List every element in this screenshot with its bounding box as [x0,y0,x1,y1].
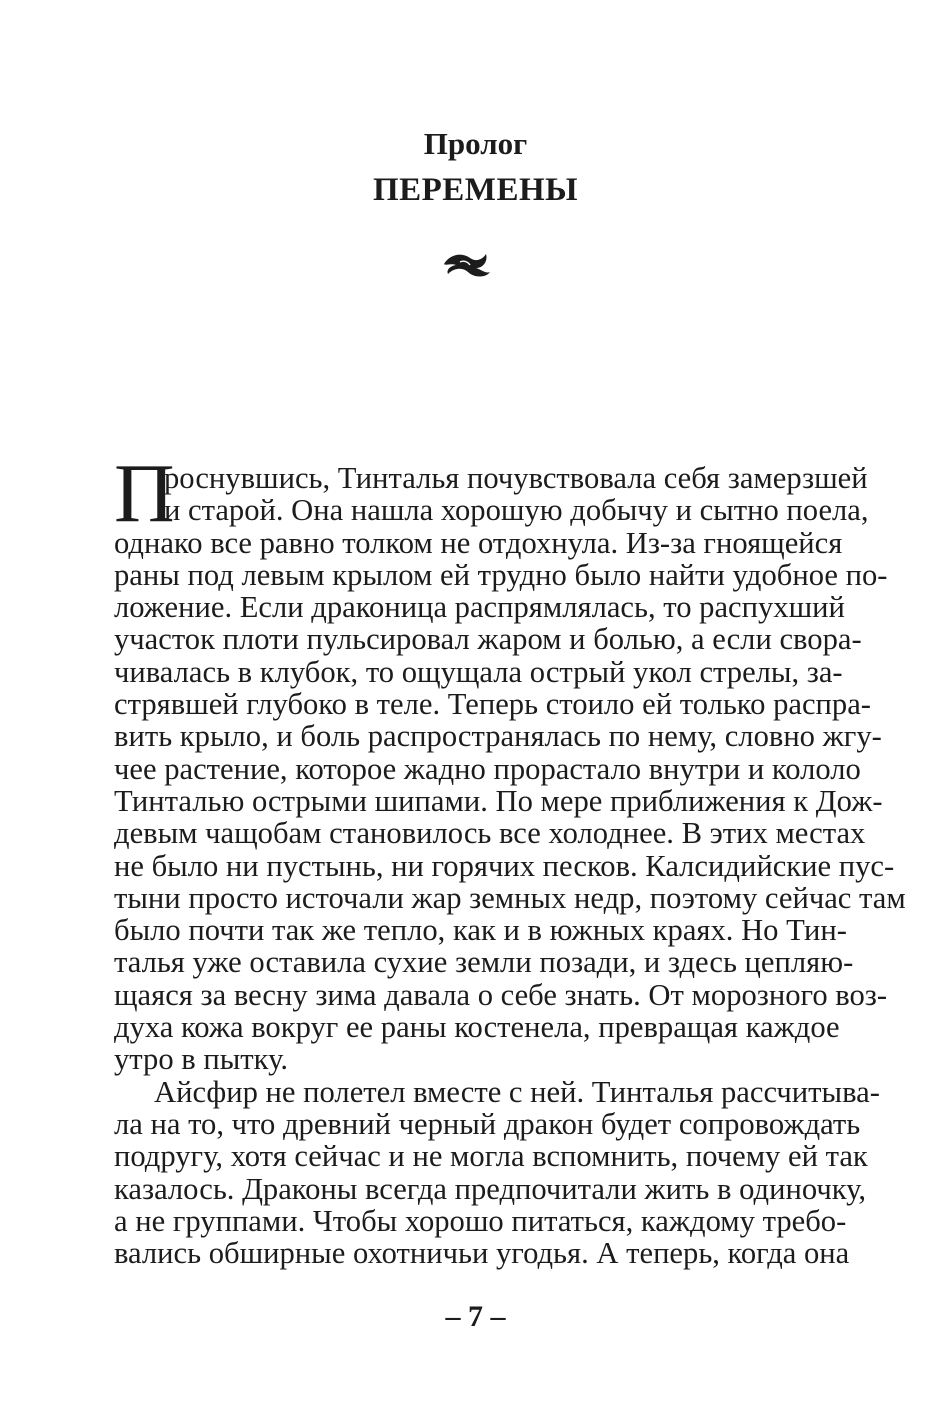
body-text [114,461,906,1271]
leaf-ornament-icon [440,250,494,280]
text-line: ложение. Если драконица распрямлялась, то распухший [114,590,845,625]
text-line: вались обширные охотничьи угодья. А теперь, когда она [114,1236,850,1271]
text-line: казалось. Драконы всегда предпочитали жить в одиночку, [114,1171,867,1206]
text-line: стрявшей глубоко в теле. Теперь стоило ей только распра- [114,687,871,722]
text-line: талья уже оставила сухие земли позади, и здесь цепляю- [114,945,854,980]
text-line: не было ни пустынь, ни горячих песков. Калсидийские пус- [114,848,895,883]
text-line: вить крыло, и боль распространялась по нему, словно жгу- [114,719,882,754]
text-line: Айсфир не полетел вместе с ней. Тинталья рассчитыва- [154,1074,880,1109]
text-line: девым чащобам становилось все холоднее. В этих местах [114,816,866,851]
text-line: тыни просто источали жар земных недр, поэтому сейчас там [114,880,906,915]
text-line: щаяся за весну зима давала о себе знать. От морозного воз- [114,977,888,1012]
text-line: Тинталью острыми шипами. По мере приближения к Дож- [114,783,883,818]
text-line: чее растение, которое жадно прорастало внутри и кололо [114,751,861,786]
chapter-label: Пролог [423,126,528,161]
text-line: раны под левым крылом ей трудно было найти удобное по- [114,557,888,592]
text-line: чивалась в клубок, то ощущала острый укол стрелы, за- [114,654,843,689]
text-line: подругу, хотя сейчас и не могла вспомнить, почему ей так [114,1139,868,1174]
drop-cap: П [114,447,175,540]
text-line: утро в пытку. [114,1042,288,1077]
text-line: было почти так же тепло, как и в южных краях. Но Тин- [114,913,847,948]
page-number: – 7 – [445,1300,506,1333]
text-line: роснувшись, Тинталья почувствовала себя замерзшей [164,461,868,495]
text-line: а не группами. Чтобы хорошо питаться, каждому требо- [114,1203,847,1238]
text-line: духа кожа вокруг ее раны костенела, превращая каждое [114,1010,840,1045]
text-line: ла на то, что древний черный дракон будет сопровождать [114,1106,861,1141]
text-line: однако все равно толком не отдохнула. Из-за гноящейся [114,525,843,560]
text-line: участок плоти пульсировал жаром и болью, а если свора- [114,622,862,657]
chapter-title: ПЕРЕМЕНЫ [372,172,579,208]
text-line: и старой. Она нашла хорошую добычу и сытно поела, [164,493,869,528]
